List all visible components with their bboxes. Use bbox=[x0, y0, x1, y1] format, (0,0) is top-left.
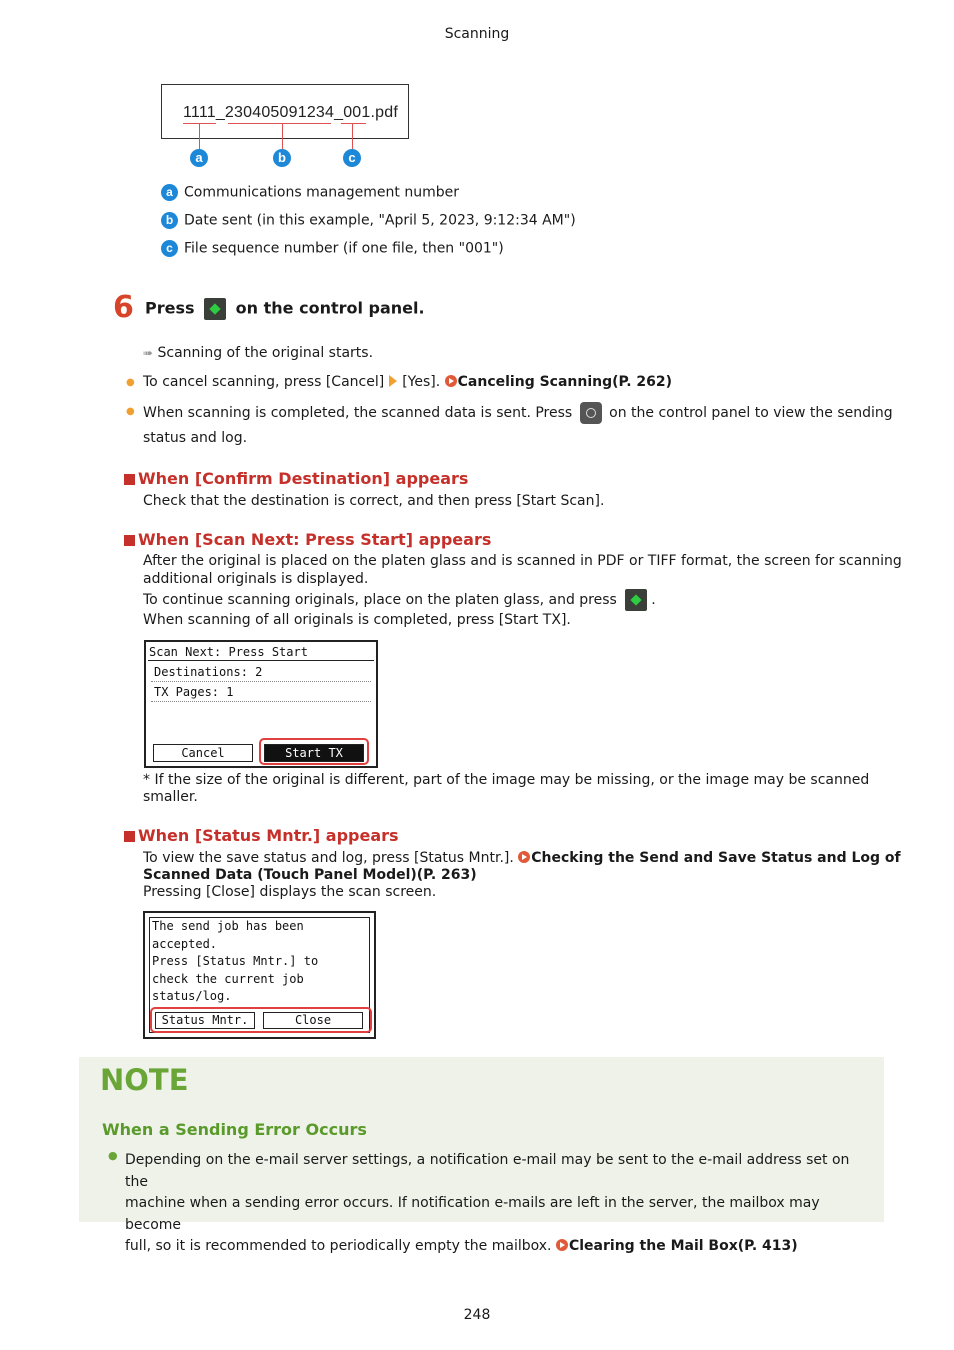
screen-tx-pages: TX Pages: 1 bbox=[151, 683, 371, 702]
bullet-icon: ● bbox=[126, 406, 135, 417]
footnote-line2: smaller. bbox=[143, 789, 198, 805]
marker-b-icon: b bbox=[161, 212, 178, 229]
complete-note bbox=[143, 402, 893, 424]
scan-next-line3 bbox=[143, 589, 656, 611]
section-heading-text: When [Status Mntr.] appears bbox=[138, 826, 399, 845]
step-result bbox=[143, 344, 373, 362]
section-heading-text: When [Scan Next: Press Start] appears bbox=[138, 530, 492, 549]
link-arrow-icon bbox=[556, 1239, 568, 1251]
status-mntr-button[interactable]: Status Mntr. bbox=[155, 1012, 255, 1029]
note-subtitle: When a Sending Error Occurs bbox=[102, 1120, 367, 1139]
confirm-text: Check that the destination is correct, and then press [Start Scan]. bbox=[143, 493, 605, 509]
screen-message-line: The send job has been bbox=[152, 919, 304, 933]
legend-item-a bbox=[161, 184, 459, 201]
cancel-note bbox=[143, 373, 672, 391]
send-accepted-screen bbox=[143, 911, 376, 1039]
link-checking-status-cont[interactable]: Scanned Data (Touch Panel Model)(P. 263) bbox=[143, 867, 477, 883]
scan-next-line4: When scanning of all originals is completed, press [Start TX]. bbox=[143, 612, 571, 628]
result-arrow-icon: ➠ bbox=[143, 346, 154, 360]
scan-next-line3-period: . bbox=[651, 592, 656, 608]
status-line3: Pressing [Close] displays the scan screen. bbox=[143, 884, 437, 900]
note-text-line: Depending on the e-mail server settings, a notification e-mail may be sent to the e-mail address set on the bbox=[125, 1152, 850, 1190]
legend-text: Date sent (in this example, "April 5, 2023, 9:12:34 AM") bbox=[184, 212, 576, 229]
note-text-line: machine when a sending error occurs. If notification e-mails are left in the server, the mailbox may become bbox=[125, 1195, 820, 1233]
status-monitor-key-icon bbox=[580, 402, 602, 424]
section-marker-icon bbox=[124, 535, 135, 546]
start-key-icon bbox=[625, 589, 647, 611]
screen-title: Scan Next: Press Start bbox=[148, 644, 374, 661]
section-marker-icon bbox=[124, 831, 135, 842]
pointer-b bbox=[282, 123, 283, 149]
screen-message-line: status/log. bbox=[152, 989, 232, 1004]
step-instruction bbox=[145, 298, 425, 320]
marker-a-icon: a bbox=[190, 149, 208, 167]
note-title: NOTE bbox=[100, 1063, 189, 1097]
link-arrow-icon bbox=[518, 851, 530, 863]
start-key-icon bbox=[204, 298, 226, 320]
bullet-icon: ● bbox=[126, 377, 135, 388]
section-heading-status bbox=[124, 826, 399, 845]
marker-a-icon: a bbox=[161, 184, 178, 201]
section-heading-text: When [Confirm Destination] appears bbox=[138, 469, 469, 488]
step-number: 6 bbox=[113, 290, 134, 325]
step-result-text: Scanning of the original starts. bbox=[157, 345, 374, 361]
legend-item-b bbox=[161, 212, 576, 229]
legend-text: File sequence number (if one file, then "001") bbox=[184, 240, 504, 257]
underline-b bbox=[228, 123, 331, 124]
running-header: Scanning bbox=[444, 26, 510, 42]
step-text-before: Press bbox=[145, 298, 195, 318]
scan-next-screen bbox=[144, 640, 378, 768]
arrow-right-icon bbox=[389, 375, 397, 387]
complete-note-line2: status and log. bbox=[143, 430, 248, 446]
note-text-line bbox=[125, 1236, 865, 1258]
link-clearing-mailbox[interactable]: Clearing the Mail Box(P. 413) bbox=[568, 1238, 798, 1254]
marker-b-icon: b bbox=[273, 149, 291, 167]
screen-destinations: Destinations: 2 bbox=[151, 663, 371, 682]
legend-item-c bbox=[161, 240, 504, 257]
complete-note-text: When scanning is completed, the scanned data is sent. Press bbox=[143, 405, 573, 421]
complete-note-text-post: on the control panel to view the sending bbox=[609, 405, 893, 421]
bullet-icon: ● bbox=[108, 1149, 118, 1162]
section-heading-confirm bbox=[124, 469, 468, 488]
pointer-a bbox=[199, 123, 200, 149]
cancel-button[interactable]: Cancel bbox=[153, 744, 253, 762]
note-text bbox=[125, 1150, 865, 1258]
scan-next-line3-text: To continue scanning originals, place on the platen glass, and press bbox=[143, 592, 617, 608]
note-text-line3: full, so it is recommended to periodically empty the mailbox. bbox=[125, 1238, 552, 1254]
screen-message bbox=[152, 918, 362, 1006]
legend-text: Communications management number bbox=[184, 184, 459, 201]
section-heading-scan-next bbox=[124, 530, 491, 549]
link-canceling-scanning[interactable]: Canceling Scanning(P. 262) bbox=[457, 374, 673, 390]
screen-message-line: check the current job bbox=[152, 971, 304, 986]
filename-text: 1111_230405091234_001.pdf bbox=[183, 104, 398, 121]
start-tx-button[interactable]: Start TX bbox=[264, 744, 364, 762]
close-button[interactable]: Close bbox=[263, 1012, 363, 1029]
scan-next-line1: After the original is placed on the platen glass and is scanned in PDF or TIFF format, the screen for scanning bbox=[143, 553, 902, 569]
link-arrow-icon bbox=[445, 375, 457, 387]
screen-message-line: accepted. bbox=[152, 936, 218, 951]
marker-c-icon: c bbox=[161, 240, 178, 257]
section-marker-icon bbox=[124, 474, 135, 485]
status-line1 bbox=[143, 849, 901, 867]
screen-message-line: Press [Status Mntr.] to bbox=[152, 954, 319, 969]
pointer-c bbox=[352, 123, 353, 149]
scan-next-line2: additional originals is displayed. bbox=[143, 571, 369, 587]
cancel-note-text: To cancel scanning, press [Cancel] bbox=[143, 374, 385, 390]
step-text-after: on the control panel. bbox=[235, 298, 425, 318]
cancel-note-yes: [Yes]. bbox=[402, 374, 441, 390]
footnote-line1: * If the size of the original is different, part of the image may be missing, or the image may be scanned bbox=[143, 772, 870, 788]
status-line1-text: To view the save status and log, press [Status Mntr.]. bbox=[143, 850, 514, 866]
page-number: 248 bbox=[463, 1307, 491, 1323]
link-checking-status[interactable]: Checking the Send and Save Status and Log of bbox=[531, 850, 901, 866]
marker-c-icon: c bbox=[343, 149, 361, 167]
underline-c bbox=[341, 123, 366, 124]
